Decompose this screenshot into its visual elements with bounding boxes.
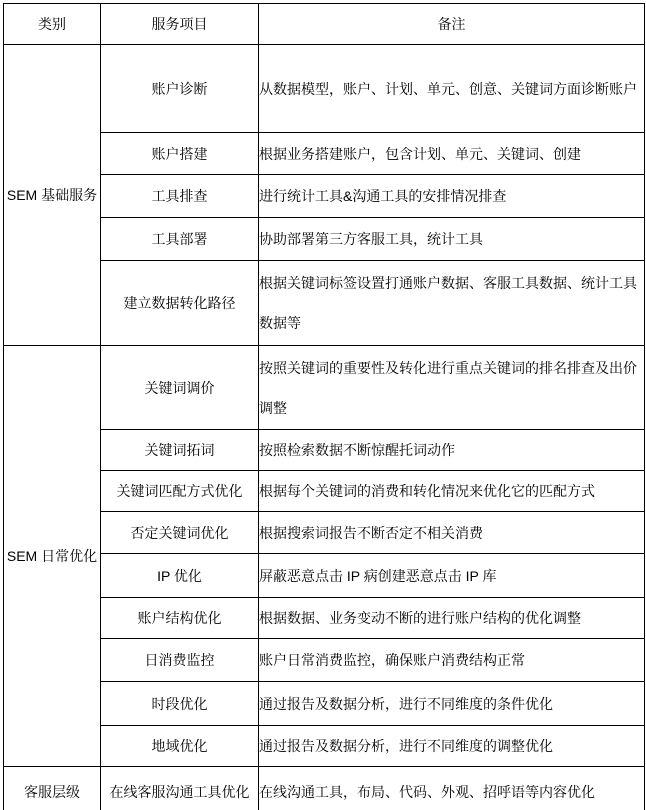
service-cell: 工具部署	[101, 218, 259, 261]
remark-cell: 在线沟通工具，布局、代码、外观、招呼语等内容优化	[259, 767, 645, 810]
category-cell-sem-basic: SEM 基础服务	[4, 45, 101, 346]
service-cell: IP 优化	[101, 554, 259, 598]
remark-cell: 根据数据、业务变动不断的进行账户结构的优化调整	[259, 598, 645, 639]
service-cell: 否定关键词优化	[101, 512, 259, 554]
remark-cell: 账户日常消费监控，确保账户消费结构正常	[259, 639, 645, 682]
category-cell-service-level: 客服层级	[4, 767, 101, 810]
service-cell: 地域优化	[101, 726, 259, 767]
service-cell: 账户结构优化	[101, 598, 259, 639]
remark-cell: 根据业务搭建账户，包含计划、单元、关键词、创建	[259, 133, 645, 175]
sem-service-table	[3, 3, 645, 810]
service-cell: 关键词调价	[101, 346, 259, 430]
remark-cell: 按照关键词的重要性及转化进行重点关键词的排名排查及出价调整	[259, 346, 645, 430]
category-cell-sem-daily: SEM 日常优化	[4, 346, 101, 767]
remark-cell: 根据关键词标签设置打通账户数据、客服工具数据、统计工具数据等	[259, 261, 645, 346]
header-category: 类别	[4, 4, 101, 45]
header-remark: 备注	[259, 4, 645, 45]
remark-cell: 按照检索数据不断惊醒托词动作	[259, 430, 645, 471]
remark-cell: 协助部署第三方客服工具，统计工具	[259, 218, 645, 261]
service-cell: 关键词拓词	[101, 430, 259, 471]
service-cell: 时段优化	[101, 682, 259, 726]
remark-cell: 通过报告及数据分析，进行不同维度的条件优化	[259, 682, 645, 726]
service-cell: 工具排查	[101, 175, 259, 218]
service-cell: 日消费监控	[101, 639, 259, 682]
service-cell: 建立数据转化路径	[101, 261, 259, 346]
service-cell: 账户搭建	[101, 133, 259, 175]
remark-cell: 根据每个关键词的消费和转化情况来优化它的匹配方式	[259, 471, 645, 512]
header-service-item: 服务项目	[101, 4, 259, 45]
remark-cell: 进行统计工具&沟通工具的安排情况排查	[259, 175, 645, 218]
remark-cell: 根据搜索词报告不断否定不相关消费	[259, 512, 645, 554]
service-cell: 在线客服沟通工具优化	[101, 767, 259, 810]
remark-cell: 屏蔽恶意点击 IP 病创建恶意点击 IP 库	[259, 554, 645, 598]
service-cell: 关键词匹配方式优化	[101, 471, 259, 512]
remark-cell: 从数据模型，账户、计划、单元、创意、关键词方面诊断账户	[259, 45, 645, 133]
service-cell: 账户诊断	[101, 45, 259, 133]
remark-cell: 通过报告及数据分析，进行不同维度的调整优化	[259, 726, 645, 767]
